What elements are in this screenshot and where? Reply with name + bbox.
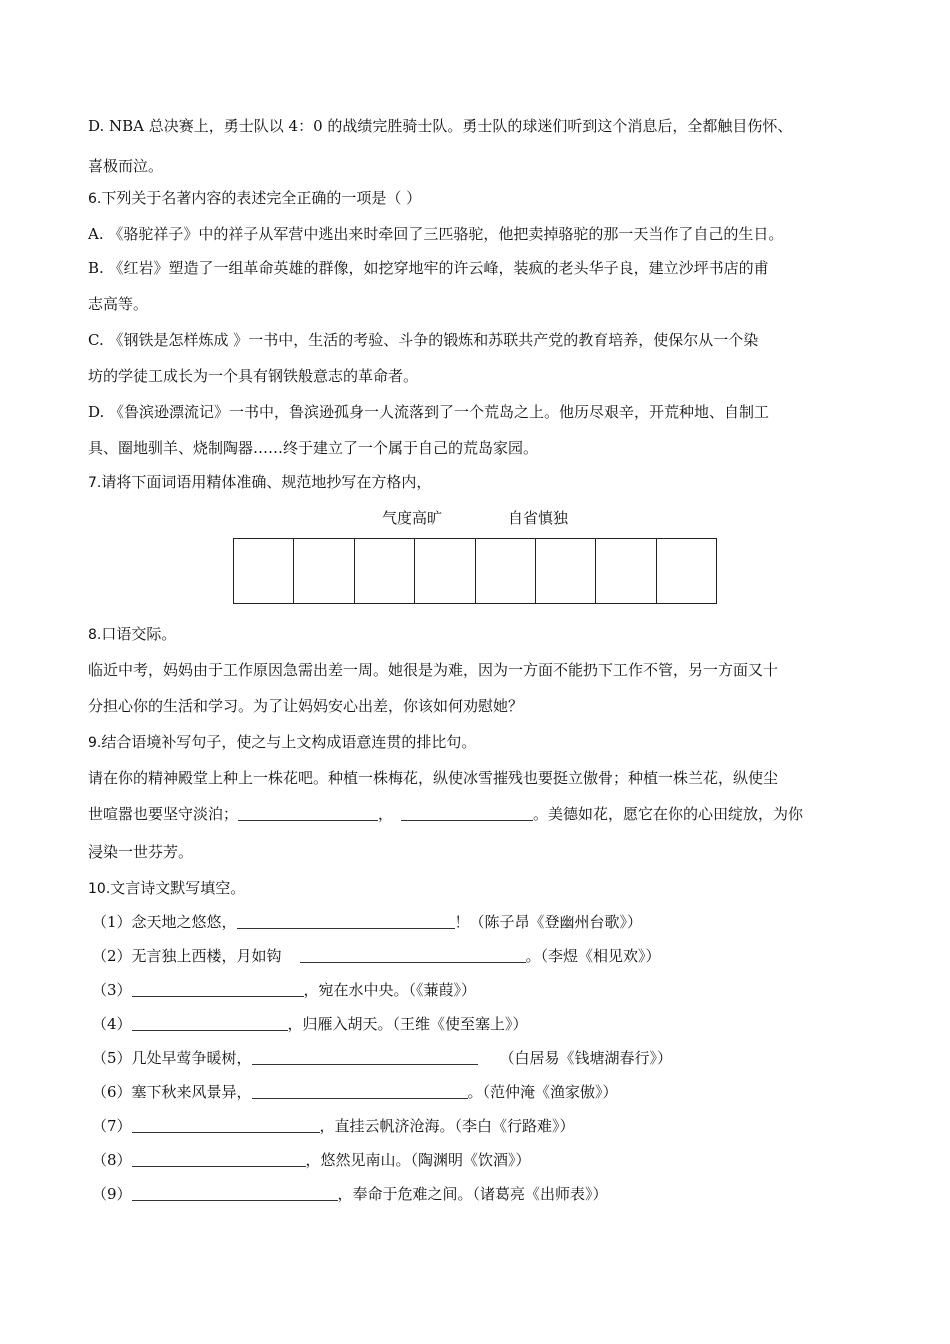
- q8-line2: 分担心你的生活和学习。为了让妈妈安心出差，你该如何劝慰她？: [88, 697, 524, 715]
- q8-number: 8.: [88, 627, 102, 643]
- q9-number: 9.: [88, 735, 102, 751]
- q10-stem-text: 文言诗文默写填空。: [110, 879, 246, 897]
- q6-option-d-line2: 具、圈地驯羊、烧制陶器……终于建立了一个属于自己的荒岛家园。: [88, 439, 539, 457]
- q7-word-1: 气度高旷: [382, 509, 443, 527]
- q7-writing-grid[interactable]: [233, 538, 717, 604]
- q10-item-prefix: （1）念天地之悠悠，: [92, 913, 237, 931]
- q9-line1: 请在你的精神殿堂上种上一株花吧。种植一株梅花，纵使冰雪摧残也要挺立傲骨；种植一株兰花，纵使尘: [88, 769, 779, 787]
- q9-blank-2[interactable]: [401, 806, 533, 821]
- q6-stem: [88, 188, 421, 209]
- grid-cell[interactable]: [596, 539, 656, 603]
- q6-option-b-line2: 志高等。: [88, 295, 149, 313]
- q6-option-c-line2: 坊的学徒工成长为一个具有钢铁般意志的革命者。: [88, 367, 419, 385]
- q10-blank-3[interactable]: [132, 982, 304, 997]
- q10-item-suffix: ，归雁入胡天。（王维《使至塞上》）: [287, 1015, 528, 1033]
- q7-words: [382, 508, 568, 528]
- q6-option-c-line1: C. 《钢铁是怎样炼成 》一书中，生活的考验、斗争的锻炼和苏联共产党的教育培养，使保尔从一个染: [88, 331, 759, 349]
- grid-cell[interactable]: [536, 539, 596, 603]
- q9-line2: [88, 804, 803, 824]
- q10-item-8: [92, 1150, 531, 1170]
- q10-blank-1[interactable]: [237, 914, 455, 929]
- q9-stem-text: 结合语境补写句子，使之与上文构成语意连贯的排比句。: [101, 733, 477, 751]
- q8-stem: [88, 624, 176, 645]
- q7-word-2: 自省慎独: [508, 509, 569, 527]
- q10-item-prefix: （7）: [92, 1117, 132, 1135]
- q10-blank-9[interactable]: [132, 1186, 338, 1201]
- q8-stem-text: 口语交际。: [101, 625, 177, 643]
- q10-item-2: [92, 946, 661, 966]
- q10-item-9: [92, 1184, 608, 1204]
- q9-line3: 浸染一世芬芳。: [88, 843, 194, 861]
- q10-number: 10.: [88, 881, 111, 897]
- q10-item-prefix: （8）: [92, 1151, 132, 1169]
- q8-line1: 临近中考，妈妈由于工作原因急需出差一周。她很是为难，因为一方面不能扔下工作不管，另一方面又十: [88, 661, 779, 679]
- q10-item-7: [92, 1116, 575, 1136]
- q10-blank-6[interactable]: [252, 1084, 468, 1099]
- grid-cell[interactable]: [294, 539, 354, 603]
- q9-comma: ，: [378, 805, 394, 823]
- q9-blank-1[interactable]: [238, 806, 378, 821]
- q10-item-suffix: ！（陈子昂《登幽州台歌》）: [454, 913, 643, 931]
- q10-item-prefix: （4）: [92, 1015, 132, 1033]
- q10-item-prefix: （3）: [92, 981, 132, 999]
- q6-stem-text: 下列关于名著内容的表述完全正确的一项是（ ）: [101, 189, 422, 207]
- q10-item-prefix: （2）无言独上西楼，月如钩: [92, 947, 282, 965]
- q10-blank-2[interactable]: [300, 948, 526, 963]
- q7-stem-text: 请将下面词语用精体准确、规范地抄写在方格内，: [101, 473, 432, 491]
- q9-stem: [88, 732, 476, 753]
- q9-line2-start: 世喧嚣也要坚守淡泊；: [88, 805, 239, 823]
- q10-blank-7[interactable]: [132, 1118, 320, 1133]
- grid-cell[interactable]: [657, 539, 716, 603]
- q10-item-4: [92, 1014, 528, 1034]
- q10-item-suffix: 。（范仲淹《渔家傲》）: [467, 1083, 618, 1101]
- q10-item-5: [92, 1048, 672, 1068]
- q10-item-suffix: ，宛在水中央。（《蒹葭》）: [303, 981, 477, 999]
- q7-number: 7.: [88, 475, 102, 491]
- q10-blank-8[interactable]: [132, 1152, 306, 1167]
- q5-option-d-line1: D. NBA 总决赛上，勇士队以 4：0 的战绩完胜骑士队。勇士队的球迷们听到这个消息后，全都触目伤怀、: [88, 117, 793, 135]
- q6-option-d-line1: D. 《鲁滨逊漂流记》一书中，鲁滨逊孤身一人流落到了一个荒岛之上。他历尽艰辛，开荒种地、自制工: [88, 403, 770, 421]
- q10-item-suffix: ，奉命于危难之间。（诸葛亮《出师表》）: [337, 1185, 608, 1203]
- q10-item-prefix: （5）几处早莺争暖树，: [92, 1049, 252, 1067]
- q7-stem: [88, 472, 431, 493]
- q10-item-suffix: ，悠然见南山。（陶渊明《饮酒》）: [305, 1151, 531, 1169]
- q6-number: 6.: [88, 191, 102, 207]
- q10-item-suffix: （白居易《钱塘湖春行》）: [499, 1049, 673, 1067]
- q10-item-suffix: 。（李煜《相见欢》）: [525, 947, 661, 965]
- grid-cell[interactable]: [415, 539, 475, 603]
- q10-item-6: [92, 1082, 618, 1102]
- q10-item-suffix: ，直挂云帆济沧海。（李白《行路难》）: [319, 1117, 575, 1135]
- q10-stem: [88, 878, 245, 899]
- q6-option-b-line1: B. 《红岩》塑造了一组革命英雄的群像，如挖穿地牢的许云峰，装疯的老头华子良，建立沙坪书店的甫: [88, 259, 769, 277]
- q9-line2-end: 。美德如花，愿它在你的心田绽放，为你: [533, 805, 804, 823]
- q10-item-3: [92, 980, 476, 1000]
- q10-blank-5[interactable]: [252, 1050, 478, 1065]
- q10-item-prefix: （9）: [92, 1185, 132, 1203]
- grid-cell[interactable]: [234, 539, 294, 603]
- q10-blank-4[interactable]: [132, 1016, 288, 1031]
- q10-item-prefix: （6）塞下秋来风景异，: [92, 1083, 252, 1101]
- q6-option-a: A. 《骆驼祥子》中的祥子从军营中逃出来时牵回了三匹骆驼，他把卖掉骆驼的那一天当作了自己的生日。: [88, 225, 784, 243]
- q5-option-d-line2: 喜极而泣。: [88, 157, 164, 175]
- grid-cell[interactable]: [355, 539, 415, 603]
- q10-item-1: [92, 912, 642, 932]
- grid-cell[interactable]: [476, 539, 536, 603]
